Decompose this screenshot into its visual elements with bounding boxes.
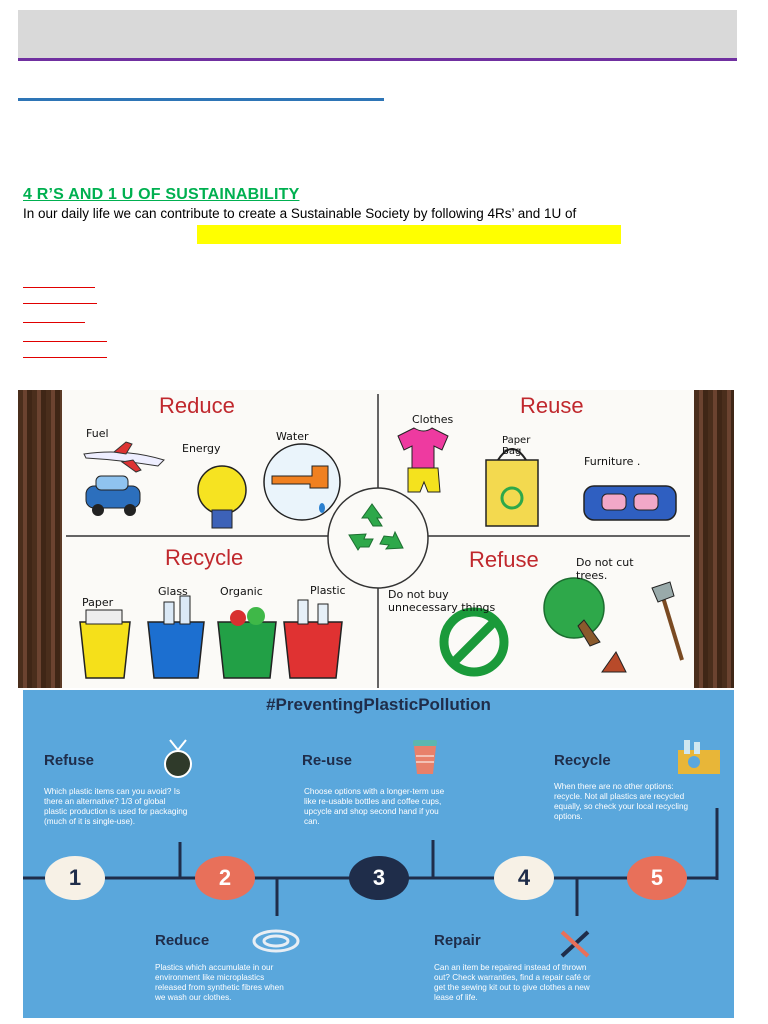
blank-line-2 bbox=[23, 303, 97, 304]
step-title-reuse: Re-use bbox=[302, 752, 353, 769]
wood-border-left bbox=[18, 390, 60, 688]
highlighted-blank bbox=[197, 225, 621, 244]
wood-border-right bbox=[694, 390, 734, 688]
water-tap-icon bbox=[264, 444, 340, 520]
label-energy: Energy bbox=[182, 442, 221, 455]
light-bulb-icon bbox=[198, 466, 246, 528]
step-text-repair: Can an item be repaired instead of thrown out? Check warranties, find a repair café or get the sewing kit out to give clothes a new lease of life. bbox=[434, 963, 591, 1002]
timeline-lines bbox=[23, 690, 734, 1018]
label-do-not-buy: Do not buy unnecessary things bbox=[388, 588, 496, 614]
section-title-refuse: Refuse bbox=[469, 547, 539, 572]
tshirt-icon bbox=[398, 428, 448, 492]
rope-coil-icon bbox=[250, 926, 302, 956]
step-number-4: 4 bbox=[494, 856, 554, 900]
step-title-repair: Repair bbox=[434, 932, 481, 949]
section-title-reduce: Reduce bbox=[159, 393, 235, 418]
illustration-drawing bbox=[62, 390, 694, 688]
label-organic: Organic bbox=[220, 585, 263, 598]
step-text-reduce: Plastics which accumulate in our environment like microplastics released from synthetic fibres when we wash our clothes. bbox=[155, 963, 284, 1002]
step-number-3: 3 bbox=[349, 856, 409, 900]
coffee-cup-icon bbox=[407, 736, 443, 778]
label-paper: Paper bbox=[82, 596, 114, 609]
page-title: 4 R’S AND 1 U OF SUSTAINABILITY bbox=[23, 186, 300, 203]
label-fuel: Fuel bbox=[86, 427, 109, 440]
car-icon bbox=[86, 476, 140, 516]
paper-bag-icon bbox=[486, 449, 538, 526]
step-number-1: 1 bbox=[45, 856, 105, 900]
blank-line-1 bbox=[23, 287, 95, 288]
intro-paragraph: In our daily life we can contribute to create a Sustainable Society by following 4Rs’ and 1U of bbox=[23, 206, 577, 221]
step-text-reuse: Choose options with a longer-term use like re-usable bottles and coffee cups, upcycle and shop second hand if you can. bbox=[304, 787, 445, 826]
recycling-box-icon bbox=[674, 736, 726, 778]
section-title-reuse: Reuse bbox=[520, 393, 584, 418]
step-text-refuse: Which plastic items can you avoid? Is there an alternative? 1/3 of global plastic production is used for packaging (much of it is single-use). bbox=[44, 787, 188, 826]
section-divider bbox=[18, 98, 384, 101]
preventing-plastic-pollution-infographic bbox=[23, 690, 734, 1018]
paper-bin-icon bbox=[80, 610, 130, 678]
repair-tools-icon bbox=[558, 928, 594, 960]
sofa-icon bbox=[584, 486, 676, 520]
blank-line-5 bbox=[23, 357, 107, 358]
label-furniture: Furniture . bbox=[584, 455, 641, 468]
label-paper-bag: Paper Bag bbox=[502, 435, 531, 457]
organic-bin-icon bbox=[218, 607, 276, 678]
label-glass: Glass bbox=[158, 585, 188, 598]
four-rs-illustration bbox=[18, 390, 734, 688]
step-text-recycle: When there are no other options: recycle. Not all plastics are recycled equally, so check your local recycling options. bbox=[554, 782, 689, 821]
step-number-2: 2 bbox=[195, 856, 255, 900]
label-clothes: Clothes bbox=[412, 413, 454, 426]
glass-bin-icon bbox=[148, 596, 204, 678]
step-title-reduce: Reduce bbox=[155, 932, 210, 949]
tied-bag-icon bbox=[158, 734, 198, 780]
no-sign-icon bbox=[444, 612, 504, 672]
label-water: Water bbox=[276, 430, 309, 443]
blank-line-3 bbox=[23, 322, 85, 323]
header-divider bbox=[18, 58, 737, 61]
label-do-not-cut-trees: Do not cut trees. bbox=[576, 556, 634, 582]
step-title-refuse: Refuse bbox=[44, 752, 95, 769]
step-title-recycle: Recycle bbox=[554, 752, 611, 769]
header-bar bbox=[18, 10, 737, 58]
plane-icon bbox=[84, 442, 164, 472]
blank-line-4 bbox=[23, 341, 107, 342]
infographic-hashtag: #PreventingPlasticPollution bbox=[266, 695, 491, 714]
section-title-recycle: Recycle bbox=[165, 545, 244, 570]
tree-icon bbox=[544, 578, 626, 672]
plastic-bin-icon bbox=[284, 600, 342, 678]
label-plastic: Plastic bbox=[310, 584, 346, 597]
step-number-5: 5 bbox=[627, 856, 687, 900]
axe-icon bbox=[652, 582, 682, 660]
